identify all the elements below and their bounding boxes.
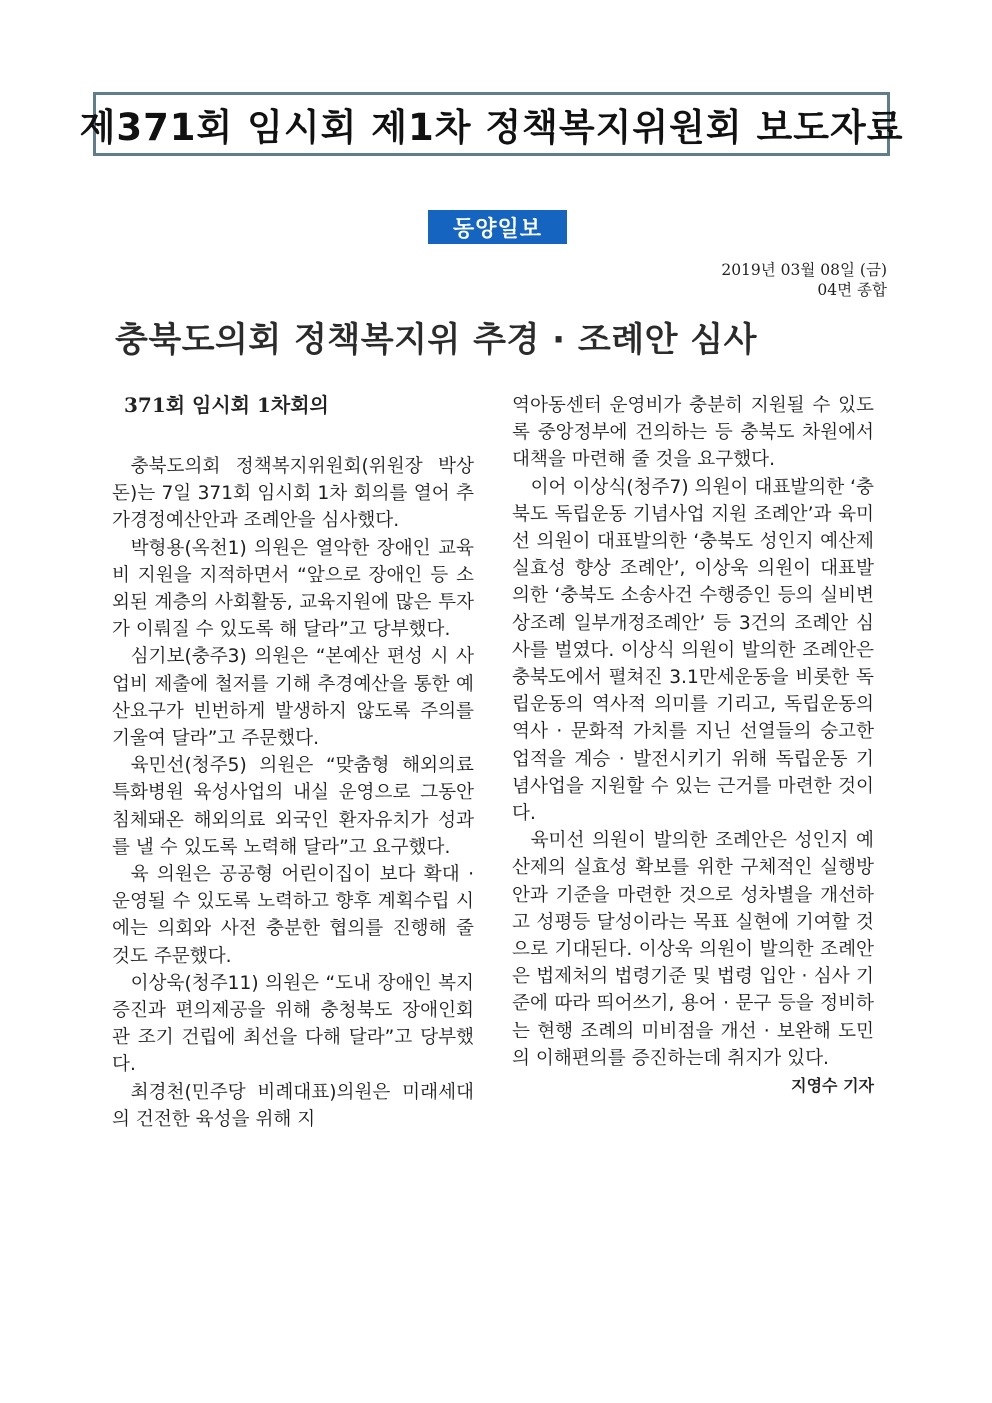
article-headline: 충북도의회 정책복지위 추경 · 조례안 심사 [115, 320, 757, 360]
paragraph [512, 827, 874, 1096]
paragraph-continuation: 역아동센터 운영비가 충분히 지원될 수 있도록 중앙정부에 건의하는 등 충북도 차원에서 대책을 마련해 줄 것을 요구했다. [512, 395, 874, 471]
publication-date: 2019년 03월 08일 (금) [721, 261, 887, 279]
article-column-left [112, 392, 474, 1133]
paragraph: 이상욱(청주11) 의원은 “도내 장애인 복지증진과 편의제공을 위해 충청북도 장애인회관 조기 건립에 최선을 다해 달라”고 당부했다. [112, 972, 474, 1076]
newspaper-logo: 동양일보 [428, 210, 567, 244]
paragraph: 육 의원은 공공형 어린이집이 보다 확대 · 운영될 수 있도록 노력하고 향후 계획수립 시에는 의회와 사전 충분한 협의를 진행해 줄 것도 주문했다. [112, 864, 474, 967]
publication-page: 04면 종합 [817, 281, 887, 299]
paragraph: 박형용(옥천1) 의원은 열악한 장애인 교육비 지원을 지적하면서 “앞으로 장애인 등 소외된 계층의 사회활동, 교육지원에 많은 투자가 이뤄질 수 있도록 해 달라”고 당부했다. [112, 537, 474, 641]
article-column-right [512, 392, 874, 1099]
paragraph: 육민선(청주5) 의원은 “맞춤형 해외의료 특화병원 육성사업의 내실 운영으로 그동안 침체돼온 해외의료 외국인 환자유치가 성과를 낼 수 있도록 노력해 달라”고 요구했다. [112, 755, 474, 858]
paragraph: 충북도의회 정책복지위원회(위원장 박상돈)는 7일 371회 임시회 1차 회의를 열어 추가경정예산안과 조례안을 심사했다. [112, 456, 474, 532]
paragraph-text: 육미선 의원이 발의한 조례안은 성인지 예산제의 실효성 확보를 위한 구체적인 실행방안과 기준을 마련한 것으로 성차별을 개선하고 성평등 달성이라는 목표 실현에 기여할 것으로 기대된다. 이상욱 의원이 발의한 조례안은 법제처의 법령기준 및 법령 입안 · 심사 기준에 따라 띄어쓰기, 용어 · 문구 등을 정비하는 현행 조례의 미비점을 개선 · 보완해 도민의 이해편의를 증진하는데 취지가 있다. [512, 830, 874, 1069]
press-release-title-banner [79, 92, 904, 156]
press-release-title: 제371회 임시회 제1차 정책복지위원회 보도자료 [79, 106, 904, 149]
paragraph: 이어 이상식(청주7) 의원이 대표발의한 ‘충북도 독립운동 기념사업 지원 조례안’과 육미선 의원이 대표발의한 ‘충북도 성인지 예산제 실효성 향상 조례안’, 이상욱 의원이 대표발의한 ‘충북도 소송사건 수행증인 등의 실비변상조례 일부개정조례안’ 등 3건의 조례안 심사를 벌였다. 이상식 의원이 발의한 조례안은 충북도에서 펼쳐진 3.1만세운동을 비롯한 독립운동의 역사적 의미를 기리고, 독립운동의 역사 · 문화적 가치를 지닌 선열들의 숭고한 업적을 계승 · 발전시키기 위해 독립운동 기념사업을 지원할 수 있는 근거를 마련한 것이다. [512, 476, 874, 825]
article-byline: 지영수 기자 [791, 1076, 874, 1096]
article-subheadline: 371회 임시회 1차회의 [124, 393, 329, 417]
paragraph: 최경천(민주당 비례대표)의원은 미래세대의 건전한 육성을 위해 지 [112, 1081, 474, 1130]
paragraph: 심기보(충주3) 의원은 “본예산 편성 시 사업비 제출에 철저를 기해 추경예산을 통한 예산요구가 빈번하게 발생하지 않도록 주의를 기울여 달라”고 주문했다. [112, 646, 474, 750]
publication-info [721, 260, 887, 300]
